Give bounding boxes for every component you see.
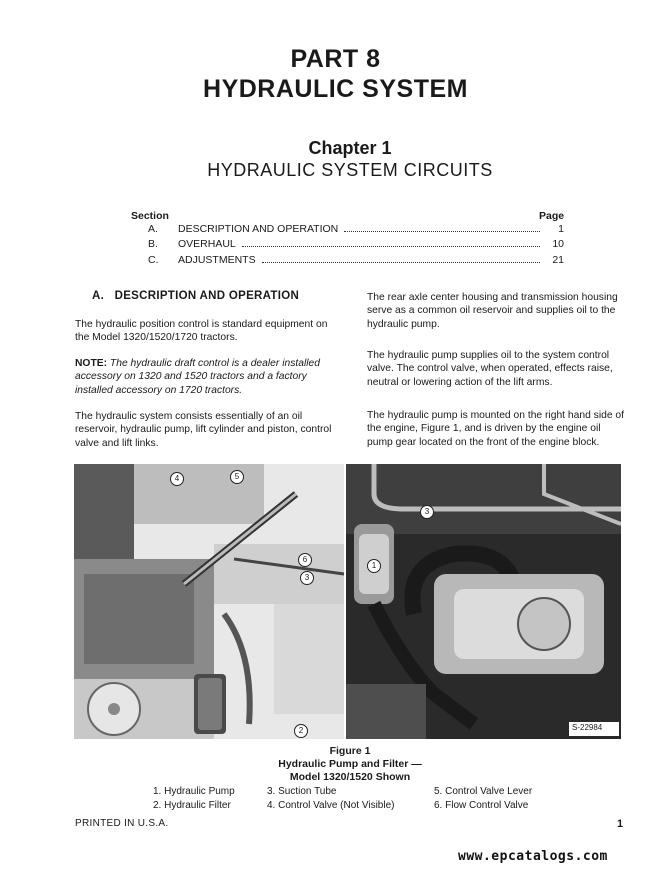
legend-item: 5. Control Valve Lever <box>434 786 533 797</box>
right-paragraph-1: The rear axle center housing and transmission housing serve as a common oil reservoir and supplies oil to the hydraulic pump. <box>367 292 618 330</box>
toc-section-header: Section <box>131 210 169 222</box>
note-paragraph <box>75 357 337 397</box>
right-paragraph-2: The hydraulic pump supplies oil to the system control valve. The control valve, when operated, effects raise, neutral or lowering action of the lift arms. <box>367 350 613 388</box>
part-number: PART 8 <box>290 45 381 73</box>
photo-id-label: S-22984 <box>572 723 603 732</box>
toc-leader-dots <box>344 231 540 232</box>
figure-caption-line-1: Hydraulic Pump and Filter — <box>278 758 422 770</box>
toc-row-number: B. <box>148 238 158 250</box>
toc-leader-dots <box>262 262 540 263</box>
legend-item: 6. Flow Control Valve <box>434 800 529 811</box>
callout-6: 6 <box>298 553 312 567</box>
toc-row-label: ADJUSTMENTS <box>178 254 256 266</box>
figure-label: Figure 1 <box>329 745 371 757</box>
callout-4: 4 <box>170 472 184 486</box>
toc-page-header: Page <box>539 210 565 222</box>
toc-row-page: 1 <box>558 223 564 235</box>
left-paragraph-1: The hydraulic position control is standard equipment on the Model 1320/1520/1720 tractors. <box>75 319 328 344</box>
toc-row-label: DESCRIPTION AND OPERATION <box>178 223 339 235</box>
toc-row-number: A. <box>148 223 158 235</box>
right-paragraph-3: The hydraulic pump is mounted on the right hand side of the engine, Figure 1, and is driven by the engine oil pump gear located on the front of the engine block. <box>367 410 625 448</box>
left-paragraph-2: The hydraulic system consists essentially of an oil reservoir, hydraulic pump, lift cylinder and piston, control valve and lift links. <box>75 411 332 449</box>
callout-3: 3 <box>300 571 314 585</box>
chapter-number: Chapter 1 <box>308 138 392 158</box>
toc-row[interactable] <box>148 223 564 237</box>
legend-item: 2. Hydraulic Filter <box>153 800 231 811</box>
callout-1: 1 <box>367 559 381 573</box>
toc-row-label: OVERHAUL <box>178 238 236 250</box>
figure-caption-line-2: Model 1320/1520 Shown <box>289 771 411 783</box>
page-number: 1 <box>617 818 624 830</box>
toc-row-page: 21 <box>552 254 564 266</box>
callout-5: 5 <box>230 470 244 484</box>
callout-3: 3 <box>420 505 434 519</box>
note-text: The hydraulic draft control is a dealer installed accessory on 1320 and 1520 tractors and a factory installed accessory on 1720 tractors. <box>75 358 320 396</box>
toc-leader-dots <box>242 246 540 247</box>
note-label: NOTE: <box>75 358 108 369</box>
figure-photo <box>74 464 621 739</box>
toc-row[interactable] <box>148 254 564 268</box>
watermark: www.epcatalogs.com <box>458 849 608 864</box>
callout-2: 2 <box>294 724 308 738</box>
legend-item: 4. Control Valve (Not Visible) <box>267 800 395 811</box>
chapter-title: HYDRAULIC SYSTEM CIRCUITS <box>207 160 493 180</box>
toc-row[interactable] <box>148 238 564 252</box>
toc-row-number: C. <box>148 254 159 266</box>
engine-photo-illustration <box>74 464 621 739</box>
section-heading: A. DESCRIPTION AND OPERATION <box>92 290 300 302</box>
toc-row-page: 10 <box>552 238 564 250</box>
legend-item: 1. Hydraulic Pump <box>153 786 235 797</box>
legend-item: 3. Suction Tube <box>267 786 337 797</box>
printed-in-label: PRINTED IN U.S.A. <box>75 818 169 829</box>
part-title: HYDRAULIC SYSTEM <box>203 75 468 103</box>
